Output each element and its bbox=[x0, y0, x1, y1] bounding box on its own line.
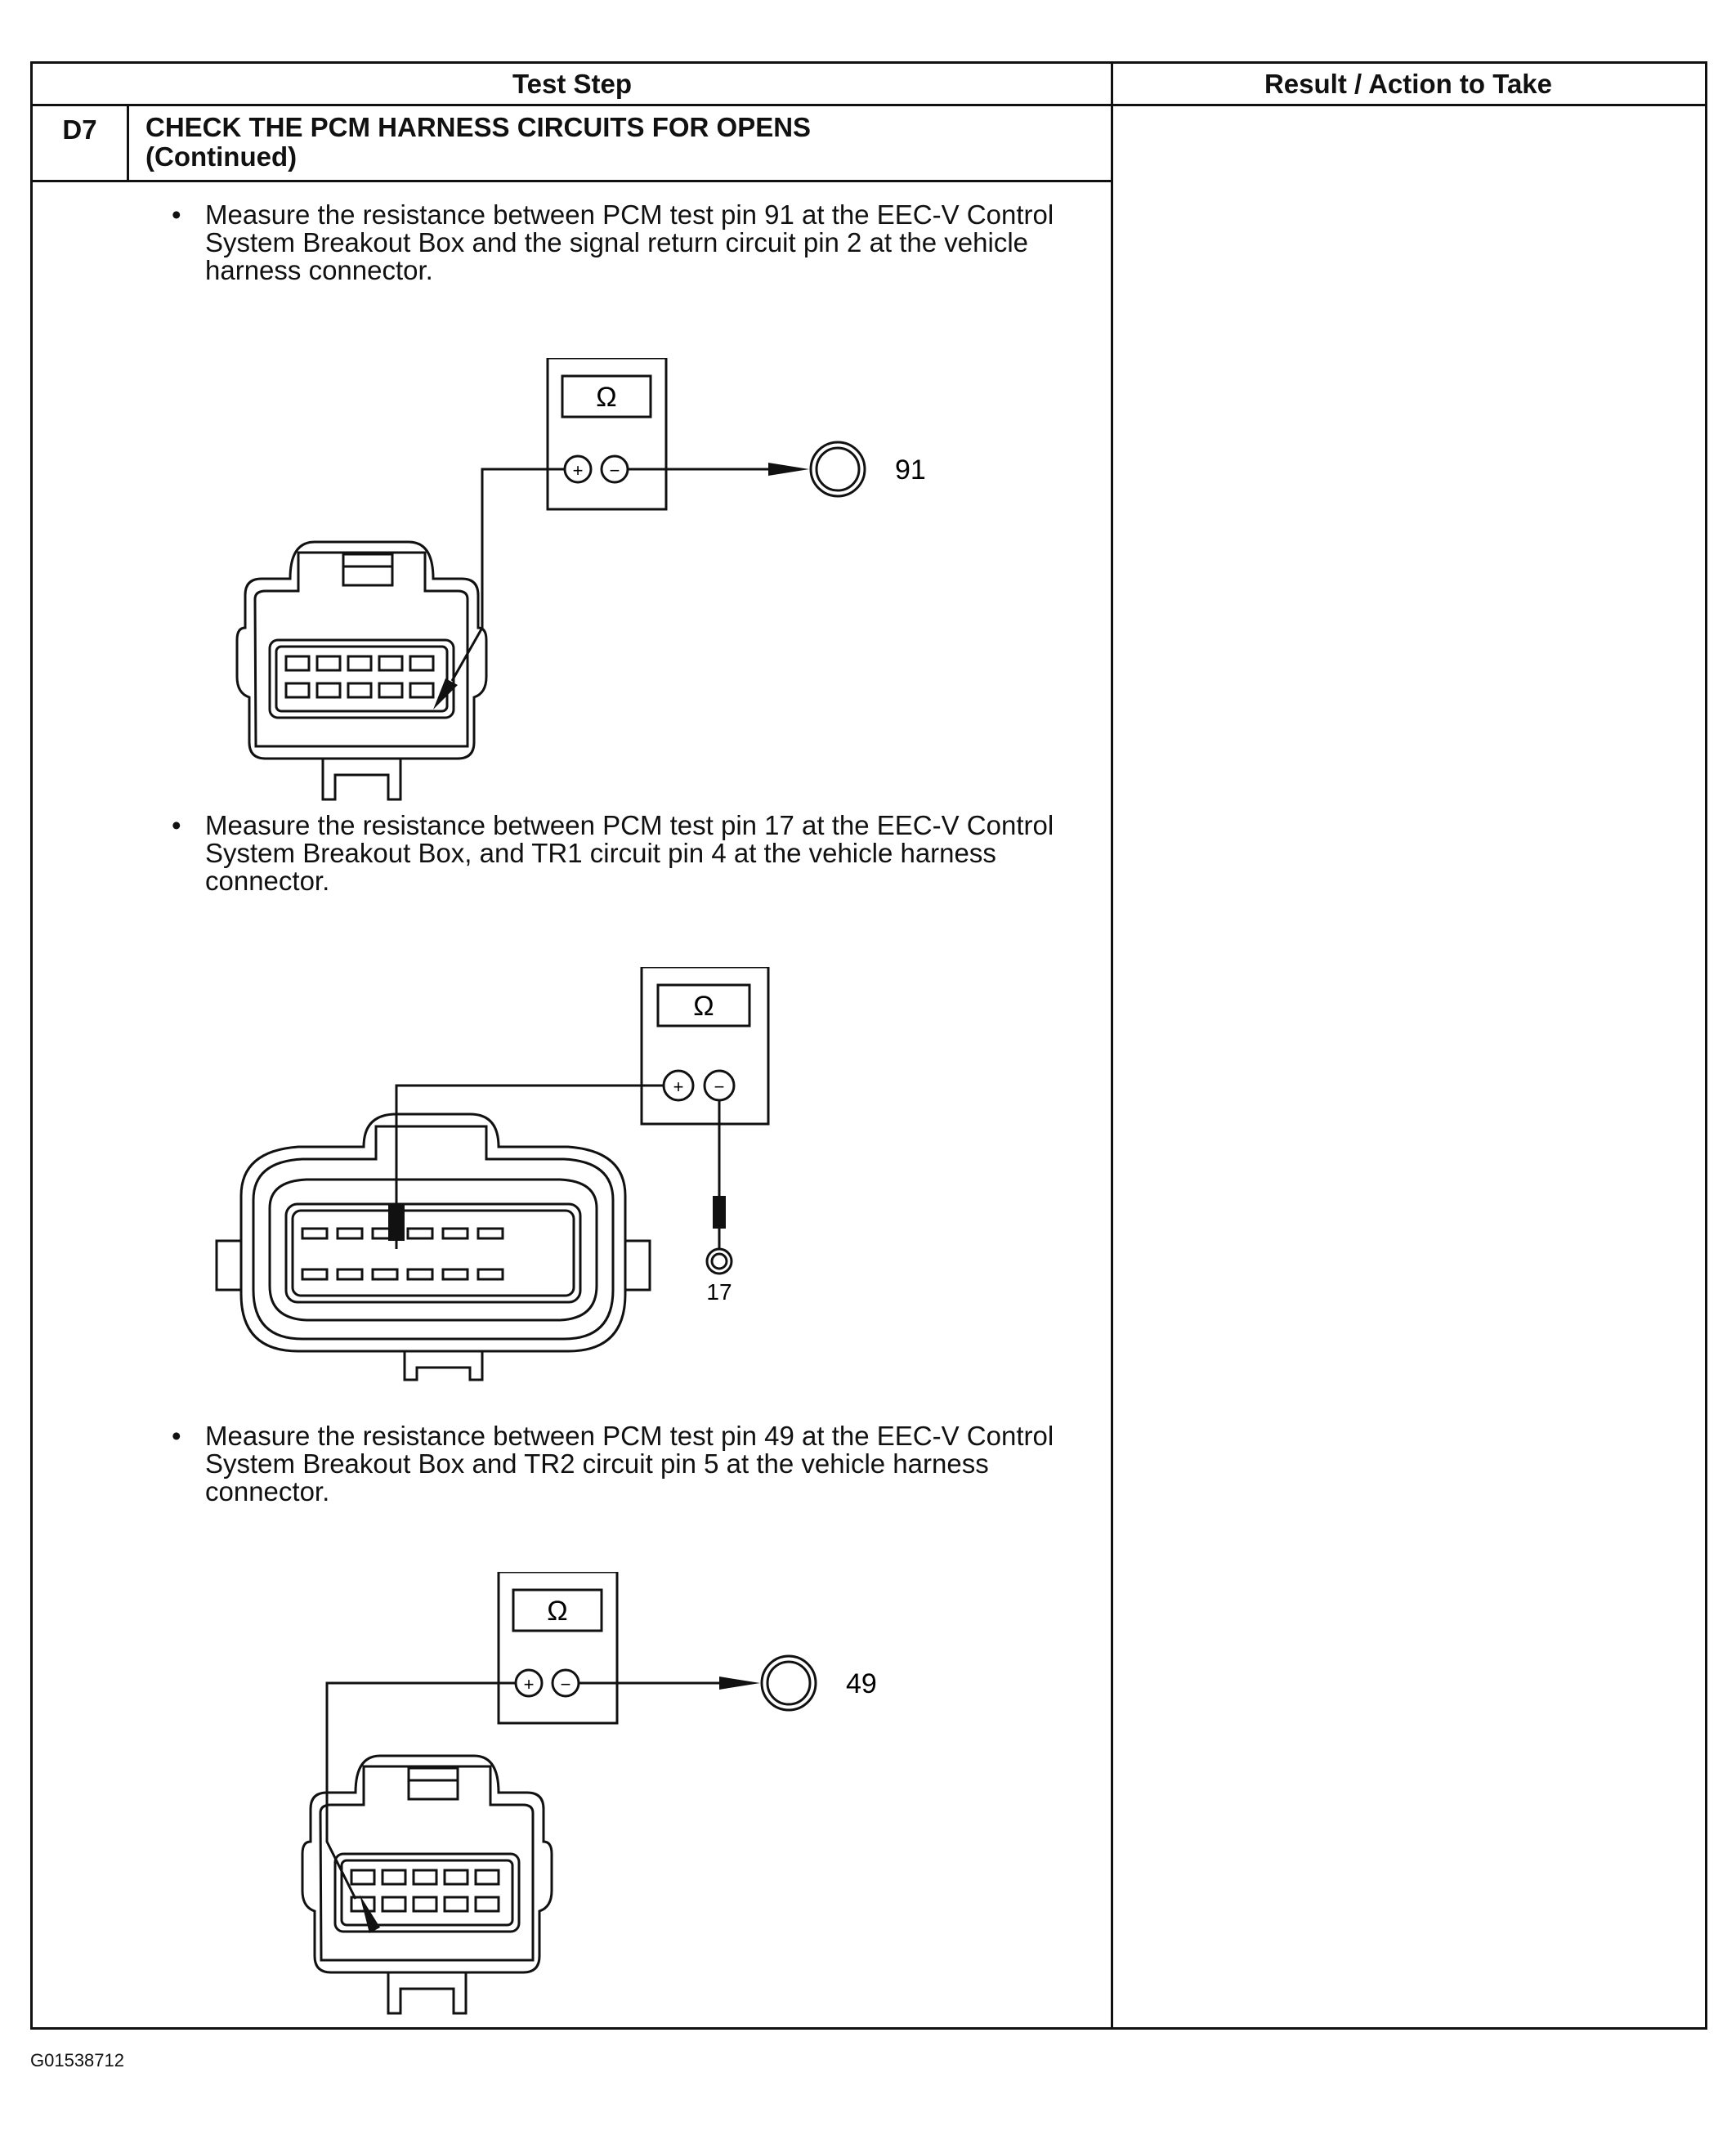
plus-label: + bbox=[572, 460, 584, 481]
test-leads bbox=[327, 1683, 719, 1899]
step-title-line-1: CHECK THE PCM HARNESS CIRCUITS FOR OPENS bbox=[145, 112, 812, 142]
instruction-text: Measure the resistance between PCM test pin 49 at the EEC-V Control System Breakout Box and TR2 circuit pin 5 at the vehicle harness connector. bbox=[205, 1421, 1054, 1506]
minus-label: − bbox=[609, 460, 620, 481]
instruction-text: Measure the resistance between PCM test pin 91 at the EEC-V Control System Breakout Box and the signal return circuit pin 2 at the vehicle harness connector. bbox=[205, 199, 1054, 285]
minus-label: − bbox=[714, 1077, 725, 1097]
harness-connector bbox=[217, 1114, 650, 1380]
bullet-marker: • bbox=[172, 1421, 181, 1451]
harness-connector bbox=[302, 1756, 552, 2013]
breakout-pin bbox=[762, 1656, 816, 1710]
step-id: D7 bbox=[33, 106, 129, 180]
ohmmeter-diagram-pin-49 bbox=[278, 1572, 1013, 2030]
ohm-symbol: Ω bbox=[693, 991, 714, 1022]
probe-tip bbox=[719, 1677, 760, 1690]
step-title-line-2: (Continued) bbox=[145, 141, 298, 172]
ohmmeter-diagram-pin-17 bbox=[208, 967, 1026, 1408]
breakout-pin bbox=[811, 442, 865, 496]
plus-label: + bbox=[523, 1674, 535, 1695]
pin-label: 91 bbox=[895, 454, 926, 486]
step-title bbox=[145, 113, 1094, 172]
bullet-marker: • bbox=[172, 199, 181, 230]
pin-label: 17 bbox=[706, 1279, 732, 1305]
ohmmeter-diagram-pin-91 bbox=[180, 358, 997, 816]
test-step-header: Test Step bbox=[512, 69, 633, 99]
test-leads bbox=[452, 469, 768, 681]
column-divider bbox=[1111, 64, 1113, 2027]
probe-tip bbox=[360, 1895, 380, 1933]
pin-label: 49 bbox=[846, 1668, 877, 1699]
step-row bbox=[33, 106, 1112, 182]
ohm-symbol: Ω bbox=[596, 382, 617, 413]
result-action-header: Result / Action to Take bbox=[1264, 69, 1553, 99]
figure-id: G01538712 bbox=[30, 2050, 124, 2071]
probe-tip bbox=[713, 1196, 726, 1229]
breakout-pin bbox=[707, 1229, 732, 1274]
ohm-symbol: Ω bbox=[547, 1596, 568, 1627]
ohmmeter bbox=[548, 358, 666, 509]
plus-label: + bbox=[673, 1077, 684, 1097]
ohmmeter bbox=[499, 1572, 617, 1723]
minus-label: − bbox=[560, 1674, 571, 1695]
probe-tip bbox=[768, 463, 809, 476]
harness-connector bbox=[237, 542, 486, 799]
bullet-marker: • bbox=[172, 810, 181, 840]
test-step-table bbox=[30, 61, 1707, 2030]
instruction-text: Measure the resistance between PCM test pin 17 at the EEC-V Control System Breakout Box, and TR1 circuit pin 4 at the vehicle harness connector. bbox=[205, 810, 1054, 896]
test-leads bbox=[396, 1086, 719, 1249]
table-header-row bbox=[33, 64, 1705, 106]
